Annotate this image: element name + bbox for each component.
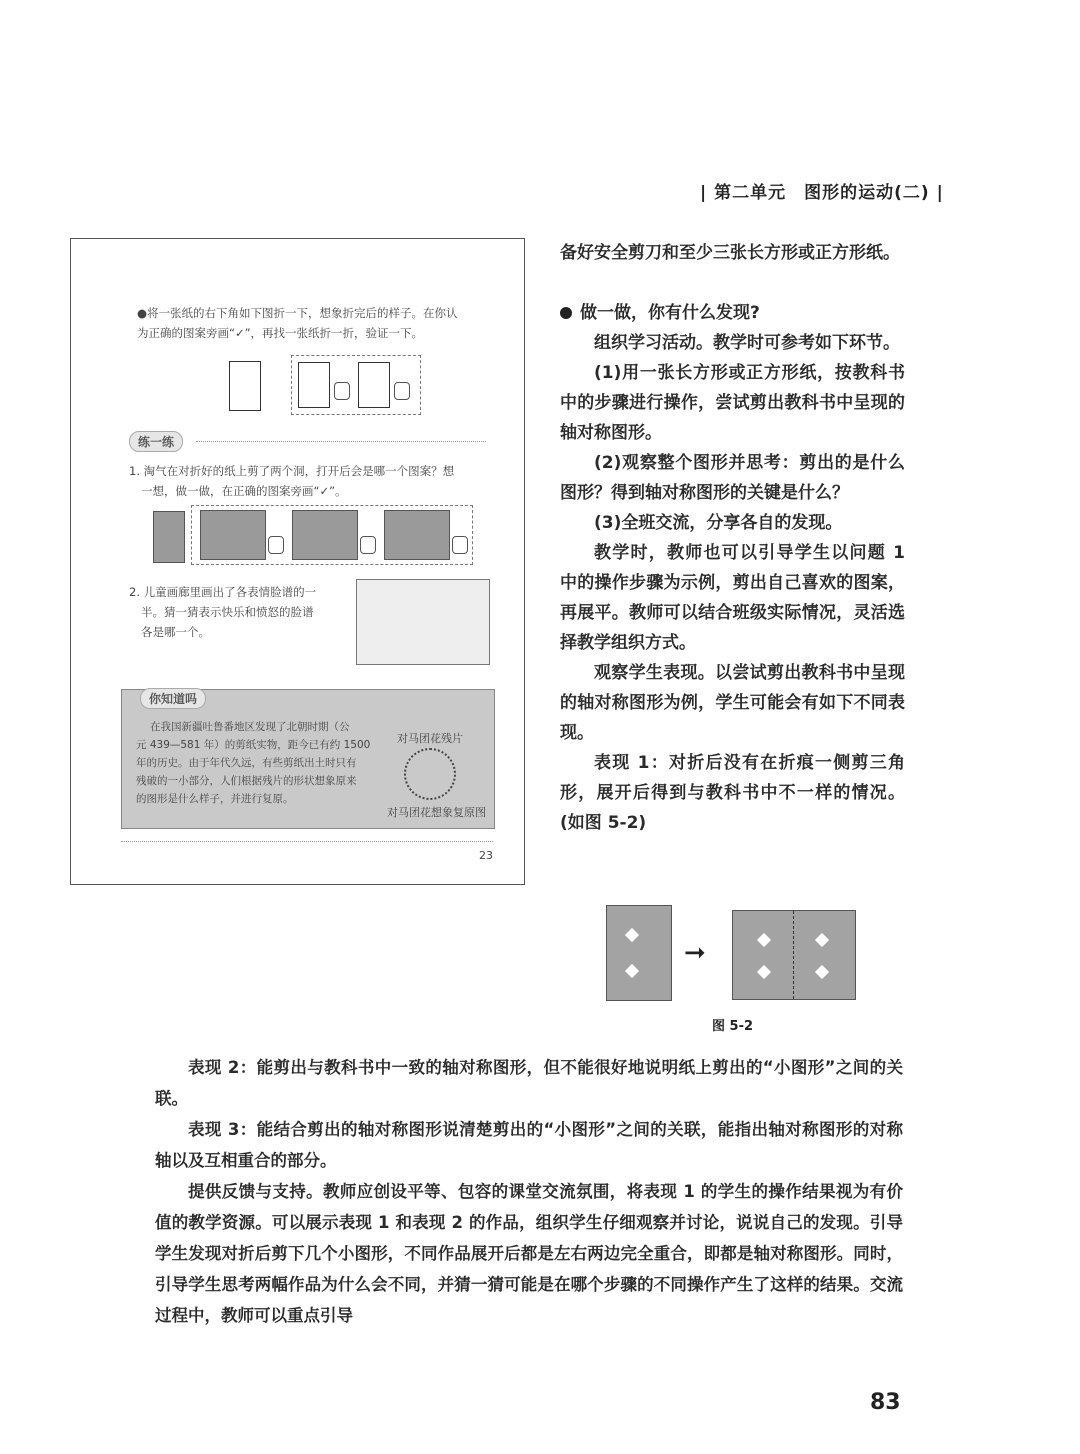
chapter-header: | 第二单元 图形的运动(二) | (700, 183, 944, 203)
answer-box[interactable] (334, 382, 350, 400)
did-you-know-scroll (121, 689, 495, 829)
diamond-hole (757, 965, 771, 979)
know-line-4: 残破的一小部分，人们根据残片的形状想象原来 (136, 775, 357, 787)
question-1-line-1: 1. 淘气在对折好的纸上剪了两个洞，打开后会是哪一个图案？想 (129, 464, 455, 478)
fragment-caption: 对马团花残片 (397, 732, 463, 745)
unfolded-paper-figure (732, 910, 856, 1000)
folded-paper-figure (153, 511, 185, 563)
know-line-3: 年的历史。由于年代久远，有些剪纸出土时只有 (136, 757, 357, 769)
textbook-page-image (70, 238, 525, 885)
fold-option-b (358, 362, 390, 408)
inset-page-number: 23 (479, 849, 493, 862)
fold-options-box (291, 355, 421, 415)
fold-line (793, 911, 794, 999)
paragraph: 教学时，教师也可以引导学生以问题 1 中的操作步骤为示例，剪出自己喜欢的图案，再展平。教师可以结合班级实际情况，灵活选择教学组织方式。 (560, 543, 905, 653)
paragraph: 组织学习活动。教学时可参考如下环节。 (594, 333, 900, 353)
paragraph: (1)用一张长方形或正方形纸，按教科书中的步骤进行操作，尝试剪出教科书中呈现的轴对称图形。 (560, 363, 905, 443)
restored-caption: 对马团花想象复原图 (387, 806, 486, 819)
cut-option-1 (200, 510, 266, 560)
paper-sheet-figure (229, 361, 261, 411)
paragraph: 表现 3：能结合剪出的轴对称图形说清楚剪出的“小图形”之间的关联，能指出轴对称图形的对称轴以及互相重合的部分。 (155, 1120, 903, 1170)
cut-options-box (191, 505, 473, 565)
did-you-know-badge: 你知道吗 (140, 688, 206, 709)
know-line-2: 元 439—581 年）的剪纸实物，距今已有约 1500 (136, 739, 371, 751)
figure-caption: 图 5-2 (712, 1019, 754, 1034)
paragraph: 备好安全剪刀和至少三张长方形或正方形纸。 (560, 243, 900, 263)
section-heading: 做一做，你有什么发现? (560, 298, 905, 328)
arrow-right-icon: ➞ (684, 938, 706, 968)
divider (121, 841, 493, 842)
answer-box[interactable] (268, 536, 284, 554)
practice-badge: 练一练 (129, 431, 183, 452)
paragraph: 观察学生表现。以尝试剪出教科书中呈现的轴对称图形为例，学生可能会有如下不同表现。 (560, 663, 905, 743)
diamond-hole (625, 928, 639, 942)
cut-option-3 (384, 510, 450, 560)
intro-line-2: 为正确的图案旁画“✓”，再找一张纸折一折，验证一下。 (137, 326, 424, 340)
paragraph: (2)观察整个图形并思考：剪出的是什么图形？得到轴对称图形的关键是什么？ (560, 453, 905, 503)
divider (196, 441, 486, 442)
paragraph: 表现 1：对折后没有在折痕一侧剪三角形，展开后得到与教科书中不一样的情况。(如图 5-2) (560, 753, 905, 833)
diamond-hole (625, 964, 639, 978)
diamond-hole (757, 933, 771, 947)
intro-line-1: ●将一张纸的右下角如下图折一下，想象折完后的样子。在你认 (137, 306, 458, 320)
paragraph: (3)全班交流，分享各自的发现。 (594, 513, 843, 533)
folded-cut-paper-figure (606, 905, 672, 1001)
right-column-text (560, 238, 905, 838)
cut-option-2 (292, 510, 358, 560)
bottom-text (155, 1052, 903, 1331)
face-drawings-panel (356, 579, 490, 665)
paragraph: 表现 2：能剪出与教科书中一致的轴对称图形，但不能很好地说明纸上剪出的“小图形”之间的关联。 (155, 1058, 903, 1108)
answer-box[interactable] (360, 536, 376, 554)
page-number: 83 (870, 1390, 901, 1415)
paper-cut-rosette (404, 748, 456, 800)
know-line-1: 在我国新疆吐鲁番地区发现了北朝时期（公 (150, 721, 350, 733)
diamond-hole (815, 933, 829, 947)
diamond-hole (815, 965, 829, 979)
bullet-icon (560, 307, 572, 319)
answer-box[interactable] (452, 536, 468, 554)
question-1-line-2: 一想，做一做，在正确的图案旁画“✓”。 (141, 484, 347, 498)
answer-box[interactable] (394, 382, 410, 400)
question-2-line-1: 2. 儿童画廊里画出了各表情脸谱的一 (129, 585, 317, 599)
question-2-line-3: 各是哪一个。 (141, 625, 210, 639)
question-2-line-2: 半。猜一猜表示快乐和愤怒的脸谱 (141, 605, 314, 619)
paragraph: 提供反馈与支持。教师应创设平等、包容的课堂交流氛围，将表现 1 的学生的操作结果视为有价值的教学资源。可以展示表现 1 和表现 2 的作品，组织学生仔细观察并讨论，说说自己的发现。引导学生发现对折后剪下几个小图形，不同作品展开后都是左右两边完全重合，即都是轴对称图形。同时，引导学生思考两幅作品为什么会不同，并猜一猜可能是在哪个步骤的不同操作产生了这样的结果。交流过程中，教师可以重点引导 (155, 1182, 903, 1325)
fold-option-a (298, 362, 330, 408)
know-line-5: 的图形是什么样子，并进行复原。 (136, 793, 294, 805)
